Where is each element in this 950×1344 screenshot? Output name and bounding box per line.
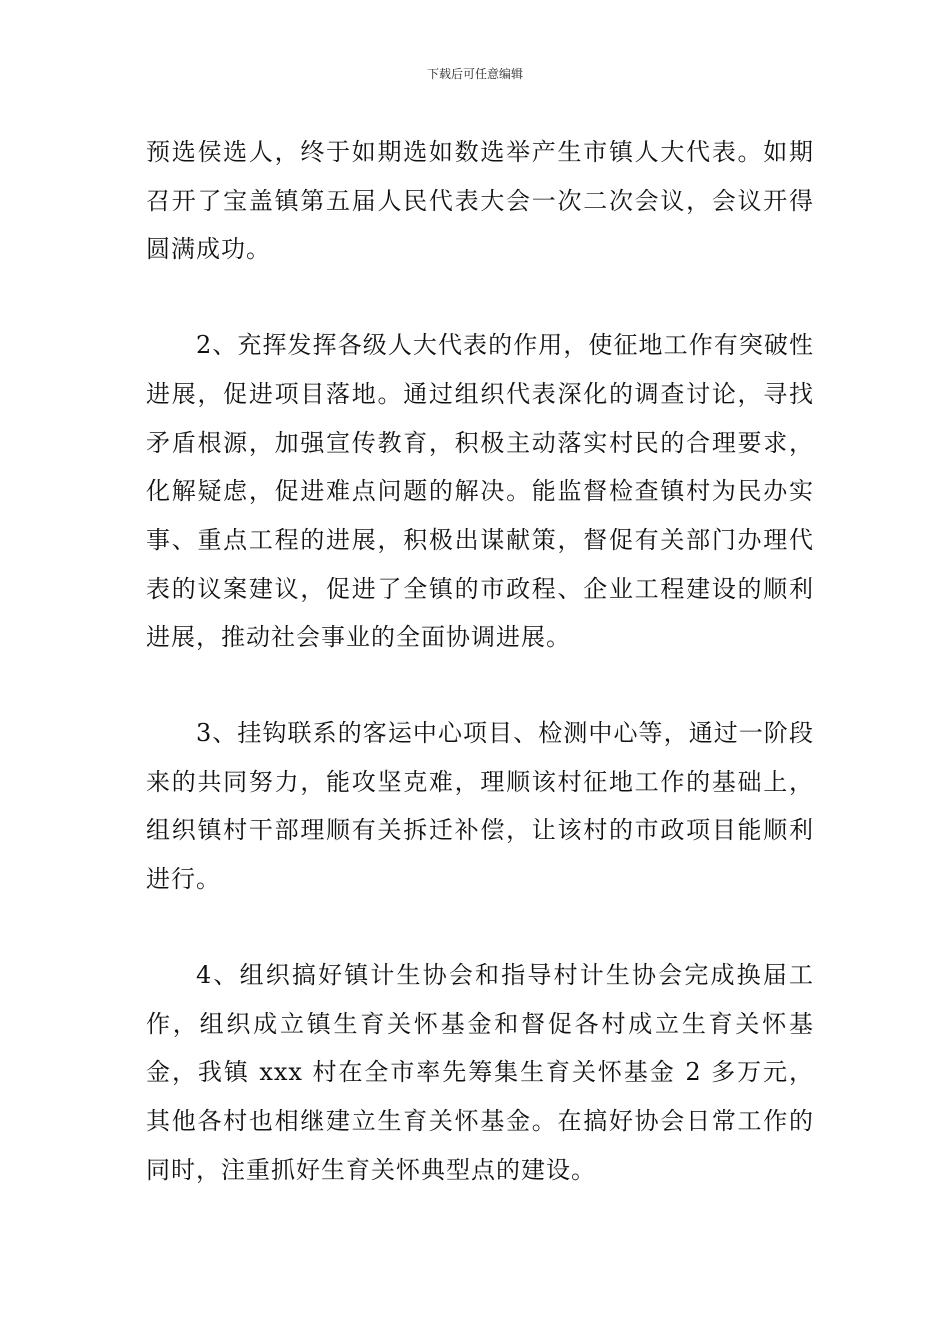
- paragraph-spacer: [146, 904, 814, 951]
- document-body: [146, 128, 814, 1194]
- paragraph-item-2: 2、充挥发挥各级人大代表的作用，使征地工作有突破性进展，促进项目落地。通过组织代表深化的调查讨论，寻找矛盾根源，加强宣传教育，积极主动落实村民的合理要求，化解疑虑，促进难点问题的解决。能监督检查镇村为民办实事、重点工程的进展，积极出谋献策，督促有关部门办理代表的议案建议，促进了全镇的市政程、企业工程建设的顺利进展，推动社会事业的全面协调进展。: [146, 331, 814, 652]
- header-note: 下载后可任意编辑: [426, 67, 523, 81]
- paragraph-spacer: [146, 274, 814, 321]
- paragraph-spacer: [146, 662, 814, 709]
- paragraph-item-4: 4、组织搞好镇计生协会和指导村计生协会完成换届工作，组织成立镇生育关怀基金和督促各村成立生育关怀基金，我镇 xxx 村在全市率先筹集生育关怀基金 2 多万元，其他各村也相继建立生育关怀基金。在搞好协会日常工作的同时，注重抓好生育关怀典型点的建设。: [146, 960, 814, 1184]
- paragraph-item-3: 3、挂钩联系的客运中心项目、检测中心等，通过一阶段来的共同努力，能攻坚克难，理顺该村征地工作的基础上，组织镇村干部理顺有关拆迁补偿，让该村的市政项目能顺利进行。: [146, 719, 814, 894]
- paragraph-continuation: 预选侯选人，终于如期选如数选举产生市镇人大代表。如期召开了宝盖镇第五届人民代表大会一次二次会议，会议开得圆满成功。: [146, 138, 814, 264]
